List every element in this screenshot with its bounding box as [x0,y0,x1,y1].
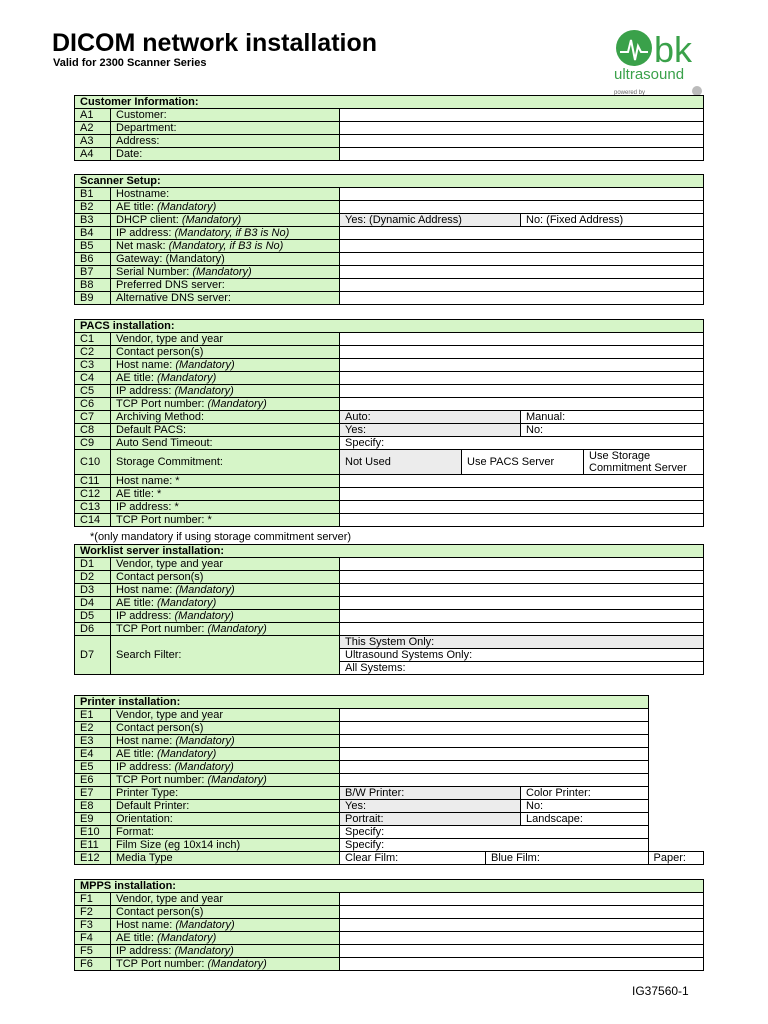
pacs-host-field[interactable] [340,359,704,372]
table-row: E12 Media Type Clear Film: Blue Film: Paper: [75,852,704,865]
ip-address-field[interactable] [340,227,704,240]
bw-printer-option[interactable]: B/W Printer: [340,787,521,800]
sc-host-field[interactable] [340,475,704,488]
section-header: MPPS installation: [75,880,704,893]
section-header: Customer Information: [75,96,704,109]
table-row: C12 AE title: * [75,488,704,501]
table-row: D4 AE title: (Mandatory) [75,597,704,610]
table-row: D3 Host name: (Mandatory) [75,584,704,597]
pacs-contact-field[interactable] [340,346,704,359]
pacs-installation-table [74,319,704,527]
table-row: E6 TCP Port number: (Mandatory) [75,774,704,787]
landscape-option[interactable]: Landscape: [521,813,649,826]
table-row: F6 TCP Port number: (Mandatory) [75,958,704,971]
section-header: Scanner Setup: [75,175,704,188]
table-row: C7 Archiving Method: Auto: Manual: [75,411,704,424]
mpps-host-field[interactable] [340,919,704,932]
worklist-contact-field[interactable] [340,571,704,584]
table-row: E11 Film Size (eg 10x14 inch) Specify: [75,839,704,852]
filter-ultrasound-systems-option[interactable]: Ultrasound Systems Only: [340,649,704,662]
dhcp-yes-option[interactable]: Yes: (Dynamic Address) [340,214,521,227]
table-row: F5 IP address: (Mandatory) [75,945,704,958]
table-row: E3 Host name: (Mandatory) [75,735,704,748]
sc-ip-field[interactable] [340,501,704,514]
archiving-auto-option[interactable]: Auto: [340,411,521,424]
filter-this-system-option[interactable]: This System Only: [340,636,704,649]
table-row: C5 IP address: (Mandatory) [75,385,704,398]
default-printer-no-option[interactable]: No: [521,800,649,813]
footnote: *(only mandatory if using storage commitment server) [90,531,352,543]
table-row: C11 Host name: * [75,475,704,488]
worklist-port-field[interactable] [340,623,704,636]
storage-not-used-option[interactable]: Not Used [340,450,462,475]
section-header: Printer installation: [75,696,649,709]
table-row: D7 Search Filter: This System Only: [75,636,704,649]
pacs-ip-field[interactable] [340,385,704,398]
table-row: D1 Vendor, type and year [75,558,704,571]
mpps-contact-field[interactable] [340,906,704,919]
table-row: C10 Storage Commitment: Not Used Use PACS Server Use Storage Commitment Server [75,450,704,475]
table-row: A2 Department: [75,122,704,135]
table-row: A4 Date: [75,148,704,161]
worklist-host-field[interactable] [340,584,704,597]
printer-installation-table [74,695,704,865]
table-row: E4 AE title: (Mandatory) [75,748,704,761]
default-pacs-yes-option[interactable]: Yes: [340,424,521,437]
serial-number-field[interactable] [340,266,704,279]
hostname-field[interactable] [340,188,704,201]
table-row: E2 Contact person(s) [75,722,704,735]
dhcp-no-option[interactable]: No: (Fixed Address) [521,214,704,227]
table-row: B7 Serial Number: (Mandatory) [75,266,704,279]
archiving-manual-option[interactable]: Manual: [521,411,704,424]
table-row: F4 AE title: (Mandatory) [75,932,704,945]
table-row: D5 IP address: (Mandatory) [75,610,704,623]
pacs-ae-title-field[interactable] [340,372,704,385]
worklist-installation-table [74,544,704,675]
table-row: C1 Vendor, type and year [75,333,704,346]
sc-ae-title-field[interactable] [340,488,704,501]
storage-pacs-server-option[interactable]: Use PACS Server [462,450,584,475]
table-row: C14 TCP Port number: * [75,514,704,527]
table-row: B6 Gateway: (Mandatory) [75,253,704,266]
default-printer-yes-option[interactable]: Yes: [340,800,521,813]
svg-text:ultrasound: ultrasound [614,66,685,83]
table-row: F2 Contact person(s) [75,906,704,919]
printer-port-field[interactable] [340,774,649,787]
document-id: IG37560-1 [632,984,689,998]
table-row: E10 Format: Specify: [75,826,704,839]
table-row: E5 IP address: (Mandatory) [75,761,704,774]
page-title: DICOM network installation [52,29,378,57]
table-row: D2 Contact person(s) [75,571,704,584]
film-size-field[interactable]: Specify: [340,839,649,852]
table-row: B1 Hostname: [75,188,704,201]
portrait-option[interactable]: Portrait: [340,813,521,826]
mpps-vendor-field[interactable] [340,893,704,906]
storage-commitment-server-option[interactable]: Use Storage Commitment Server [584,450,704,475]
mpps-ip-field[interactable] [340,945,704,958]
table-row: F3 Host name: (Mandatory) [75,919,704,932]
gateway-field[interactable] [340,253,704,266]
page-subtitle: Valid for 2300 Scanner Series [53,57,207,69]
table-row: B9 Alternative DNS server: [75,292,704,305]
pacs-port-field[interactable] [340,398,704,411]
svg-text:bk: bk [654,29,693,70]
date-field[interactable] [340,148,704,161]
format-field[interactable]: Specify: [340,826,649,839]
table-row: C9 Auto Send Timeout: Specify: [75,437,704,450]
table-row: D6 TCP Port number: (Mandatory) [75,623,704,636]
table-row: E7 Printer Type: B/W Printer: Color Printer: [75,787,704,800]
table-row: E1 Vendor, type and year [75,709,704,722]
auto-send-timeout-field[interactable]: Specify: [340,437,704,450]
clear-film-option[interactable]: Clear Film: [340,852,486,865]
mpps-port-field[interactable] [340,958,704,971]
table-row: E8 Default Printer: Yes: No: [75,800,704,813]
printer-contact-field[interactable] [340,722,649,735]
sc-port-field[interactable] [340,514,704,527]
table-row: B4 IP address: (Mandatory, if B3 is No) [75,227,704,240]
department-field[interactable] [340,122,704,135]
worklist-ae-title-field[interactable] [340,597,704,610]
table-row: C4 AE title: (Mandatory) [75,372,704,385]
table-row: C2 Contact person(s) [75,346,704,359]
default-pacs-no-option[interactable]: No: [521,424,704,437]
scanner-setup-table [74,174,704,305]
printer-vendor-field[interactable] [340,709,649,722]
table-row: C8 Default PACS: Yes: No: [75,424,704,437]
paper-option[interactable]: Paper: [648,852,704,865]
table-row: E9 Orientation: Portrait: Landscape: [75,813,704,826]
table-row: C13 IP address: * [75,501,704,514]
color-printer-option[interactable]: Color Printer: [521,787,649,800]
section-header: Worklist server installation: [75,545,704,558]
alternative-dns-field[interactable] [340,292,704,305]
pacs-vendor-field[interactable] [340,333,704,346]
table-row: B3 DHCP client: (Mandatory) Yes: (Dynamic Address) No: (Fixed Address) [75,214,704,227]
filter-all-systems-option[interactable]: All Systems: [340,662,704,675]
preferred-dns-field[interactable] [340,279,704,292]
address-field[interactable] [340,135,704,148]
customer-field[interactable] [340,109,704,122]
printer-ae-title-field[interactable] [340,748,649,761]
table-row: C6 TCP Port number: (Mandatory) [75,398,704,411]
ae-title-field[interactable] [340,201,704,214]
worklist-vendor-field[interactable] [340,558,704,571]
table-row: C3 Host name: (Mandatory) [75,359,704,372]
mpps-ae-title-field[interactable] [340,932,704,945]
worklist-ip-field[interactable] [340,610,704,623]
table-row: B2 AE title: (Mandatory) [75,201,704,214]
customer-info-table [74,95,704,161]
printer-host-field[interactable] [340,735,649,748]
table-row: B8 Preferred DNS server: [75,279,704,292]
table-row: A1 Customer: [75,109,704,122]
mpps-installation-table [74,879,704,971]
table-row: A3 Address: [75,135,704,148]
printer-ip-field[interactable] [340,761,649,774]
logo-mark-icon [610,26,710,98]
section-header: PACS installation: [75,320,704,333]
svg-text:powered by: powered by [614,90,646,96]
blue-film-option[interactable]: Blue Film: [486,852,649,865]
table-row: B5 Net mask: (Mandatory, if B3 is No) [75,240,704,253]
table-row: F1 Vendor, type and year [75,893,704,906]
bk-ultrasound-logo [610,26,710,98]
net-mask-field[interactable] [340,240,704,253]
